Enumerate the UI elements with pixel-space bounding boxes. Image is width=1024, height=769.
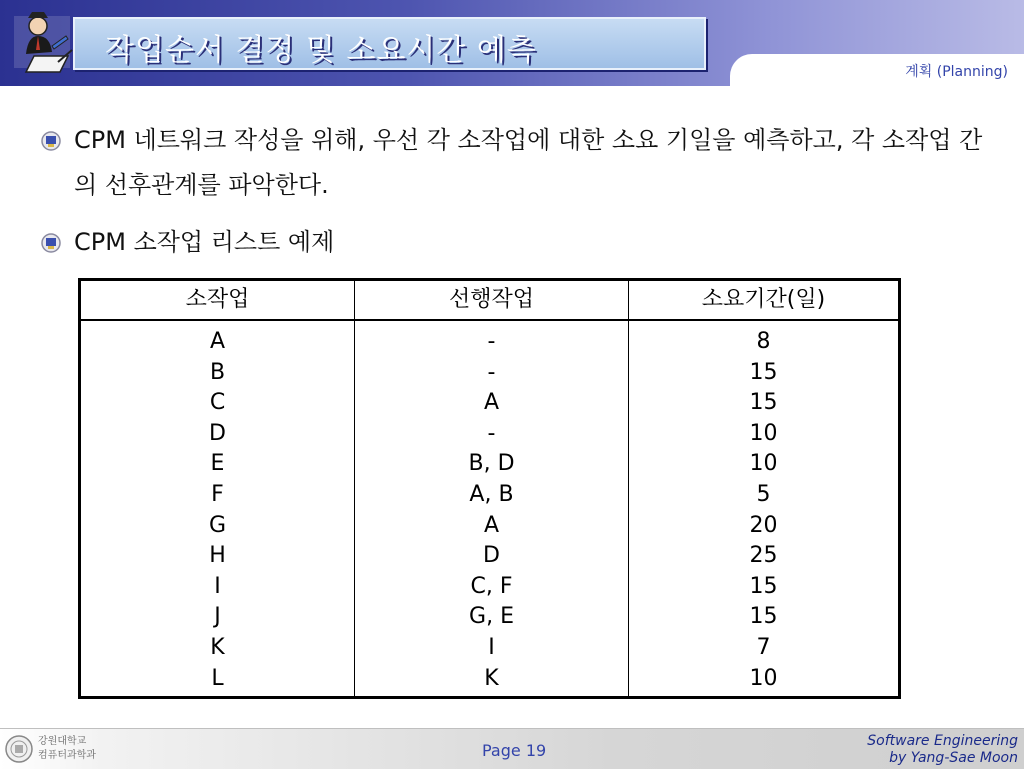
table-cell: 25	[749, 543, 778, 569]
university-seal-icon	[4, 734, 34, 764]
table-cell: F	[211, 481, 224, 507]
table-cell: -	[487, 420, 496, 446]
table-cell: 10	[749, 451, 778, 477]
task-list-table	[78, 278, 901, 699]
table-cell: H	[209, 543, 226, 569]
university-line-2: 컴퓨터과학과	[38, 750, 96, 761]
table-cell: C	[209, 390, 226, 416]
table-cell: K	[210, 634, 225, 660]
table-cell: 7	[756, 634, 771, 660]
table-cell: 15	[749, 359, 778, 385]
credit-line-2: by Yang-Sae Moon	[889, 750, 1018, 766]
table-cell: G, E	[469, 604, 514, 630]
table-cell: 10	[749, 420, 778, 446]
table-cell: 5	[756, 481, 771, 507]
bullet-text: CPM 네트워크 작성을 위해, 우선 각 소작업에 대한 소요 기일을 예측하고, 각 소작업 간의 선후관계를 파악한다.	[74, 126, 983, 199]
table-cell: A	[209, 329, 226, 354]
table-cell: B, D	[468, 451, 515, 477]
column-cells-task	[81, 321, 354, 694]
table-cell: 8	[756, 329, 771, 354]
bullet-emblem-icon	[40, 232, 62, 254]
table-cell: L	[211, 665, 224, 691]
footer-bar	[0, 728, 1024, 769]
column-header-predecessor: 선행작업	[355, 281, 628, 321]
table-cell: D	[209, 420, 226, 446]
table-cell: A	[483, 512, 500, 538]
person-writing-icon	[8, 6, 78, 76]
university-line-1: 강원대학교	[38, 736, 87, 747]
table-cell: I	[214, 573, 221, 599]
page-title: 작업순서 결정 및 소요시간 예측	[105, 33, 537, 68]
bullet-text: CPM 소작업 리스트 예제	[74, 228, 335, 256]
table-cell: K	[484, 665, 499, 691]
column-predecessor	[355, 281, 629, 696]
column-header-duration: 소요기간(일)	[629, 281, 898, 321]
table-cell: E	[210, 451, 225, 477]
table-cell: J	[214, 604, 221, 630]
table-cell: G	[208, 512, 227, 538]
credit-line-1: Software Engineering	[867, 733, 1018, 749]
table-cell: -	[487, 329, 496, 354]
table-cell: C, F	[470, 573, 513, 599]
table-cell: 20	[749, 512, 778, 538]
table-cell: A, B	[469, 481, 514, 507]
column-header-task: 소작업	[81, 281, 354, 321]
table-cell: 10	[749, 665, 778, 691]
column-cells-predecessor	[355, 321, 628, 694]
table-cell: A	[483, 390, 500, 416]
page-number: Page 19	[482, 741, 547, 760]
table-cell: 15	[749, 390, 778, 416]
credit	[867, 733, 1018, 767]
table-cell: I	[488, 634, 495, 660]
header-band	[0, 0, 1024, 86]
table-cell: D	[483, 543, 500, 569]
title-box	[73, 17, 706, 70]
section-label: 계획 (Planning)	[905, 64, 1008, 80]
table-cell: 15	[749, 573, 778, 599]
column-task	[81, 281, 355, 696]
column-duration	[629, 281, 898, 696]
table-cell: B	[209, 359, 226, 385]
column-cells-duration	[629, 321, 898, 694]
table-cell: -	[487, 359, 496, 385]
university-name	[38, 735, 96, 763]
table-cell: 15	[749, 604, 778, 630]
bullet-emblem-icon	[40, 130, 62, 152]
